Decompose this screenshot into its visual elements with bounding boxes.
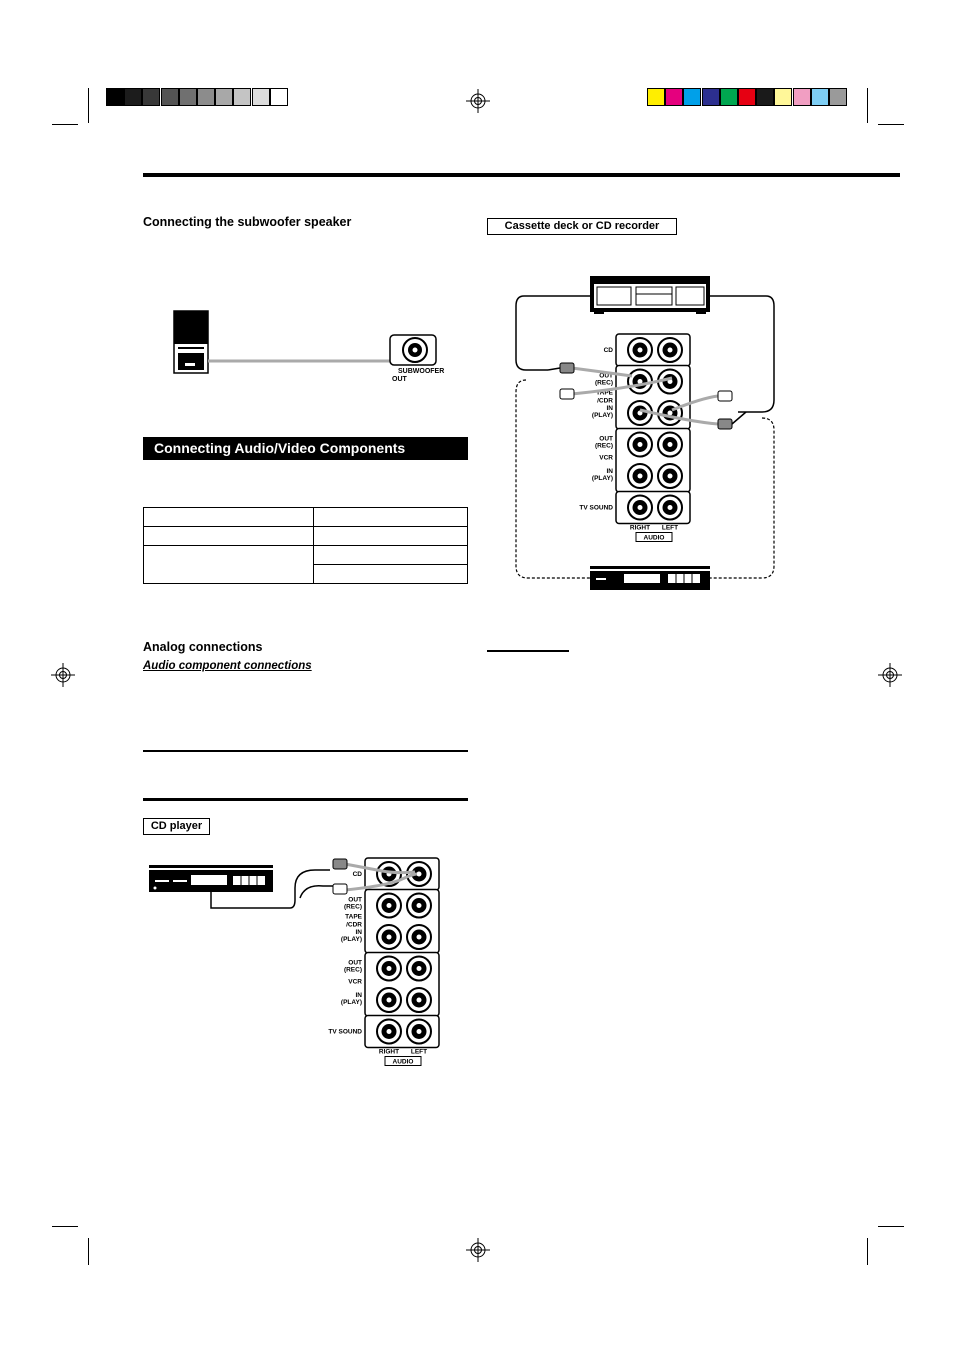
vcr-out-label: OUT (599, 435, 613, 443)
analog-heading: Analog connections (143, 640, 263, 654)
color-swatch (738, 88, 756, 106)
color-swatch (161, 88, 179, 106)
vcr-out-label: OUT (348, 959, 362, 967)
cd-player-diagram (145, 850, 445, 1072)
tape-in-label: IN (355, 929, 362, 936)
color-swatch (179, 88, 197, 106)
crop-mark (52, 124, 78, 125)
crop-mark (88, 1238, 89, 1265)
color-swatch (665, 88, 683, 106)
cd-recorder-icon (590, 566, 710, 590)
subwoofer-out-label: SUBWOOFER (398, 368, 445, 375)
vcr-label: VCR (348, 978, 362, 986)
note-rule-top (143, 750, 468, 752)
av-section-banner: Connecting Audio/Video Components (143, 437, 468, 460)
color-swatch (124, 88, 142, 106)
crop-mark (52, 1226, 78, 1227)
subwoofer-speaker-icon (174, 311, 208, 373)
svg-text:/CDR: /CDR (346, 921, 362, 929)
cassette-deck-icon (590, 276, 710, 314)
color-swatch (647, 88, 665, 106)
svg-text:(PLAY): (PLAY) (591, 475, 613, 482)
color-swatch (829, 88, 847, 106)
color-swatch (252, 88, 270, 106)
svg-text:(REC): (REC) (594, 442, 613, 450)
cd-label: CD (352, 871, 362, 878)
note-rule-right (487, 650, 569, 652)
crop-mark (878, 1226, 904, 1227)
cassette-diagram (512, 270, 780, 596)
svg-text:/CDR: /CDR (597, 397, 613, 405)
registration-target-icon (466, 1238, 490, 1262)
color-swatch (233, 88, 251, 106)
color-swatch (720, 88, 738, 106)
color-swatch (702, 88, 720, 106)
color-swatch (756, 88, 774, 106)
vcr-in-label: IN (606, 468, 613, 475)
tape-out-label: OUT (348, 896, 362, 904)
cd-label: CD (603, 347, 613, 354)
svg-text:(PLAY): (PLAY) (591, 412, 613, 419)
color-swatch (270, 88, 288, 106)
crop-mark (867, 88, 868, 123)
svg-text:(REC): (REC) (343, 966, 362, 974)
svg-text:(PLAY): (PLAY) (340, 936, 362, 943)
color-swatch (683, 88, 701, 106)
crop-mark (88, 88, 89, 123)
vcr-in-label: IN (355, 992, 362, 999)
cd-player-label: CD player (143, 818, 210, 835)
left-channel-label: LEFT (410, 1048, 428, 1056)
tape-out-label: OUT (599, 372, 613, 380)
registration-target-icon (466, 89, 490, 113)
subwoofer-heading: Connecting the subwoofer speaker (143, 215, 352, 229)
svg-text:OUT: OUT (392, 376, 407, 383)
subwoofer-diagram (170, 308, 445, 388)
registration-target-icon (878, 663, 902, 687)
svg-text:(PLAY): (PLAY) (340, 999, 362, 1006)
vcr-label: VCR (599, 454, 613, 462)
cassette-deck-label: Cassette deck or CD recorder (487, 218, 677, 235)
color-swatch (106, 88, 124, 106)
header-rule (143, 173, 900, 177)
tv-sound-label: TV SOUND (579, 504, 613, 512)
color-swatch (215, 88, 233, 106)
color-swatch (774, 88, 792, 106)
svg-text:(REC): (REC) (594, 379, 613, 387)
audio-component-subheading: Audio component connections (143, 660, 312, 672)
tape-cdr-label: TAPE (345, 913, 362, 921)
svg-text:(REC): (REC) (343, 903, 362, 911)
color-swatch (811, 88, 829, 106)
audio-label: AUDIO (392, 1058, 414, 1066)
left-channel-label: LEFT (661, 524, 679, 532)
tape-in-label: IN (606, 405, 613, 412)
note-rule-bottom (143, 798, 468, 801)
right-channel-label: RIGHT (378, 1048, 400, 1056)
crop-mark (878, 124, 904, 125)
connection-table (143, 507, 468, 584)
right-channel-label: RIGHT (629, 524, 651, 532)
registration-target-icon (51, 663, 75, 687)
tv-sound-label: TV SOUND (328, 1028, 362, 1036)
crop-mark (867, 1238, 868, 1265)
color-swatch (197, 88, 215, 106)
color-swatch (793, 88, 811, 106)
audio-label: AUDIO (643, 534, 665, 542)
color-swatch (142, 88, 160, 106)
cd-player-icon (149, 865, 273, 892)
tape-cdr-label: TAPE (596, 389, 613, 397)
